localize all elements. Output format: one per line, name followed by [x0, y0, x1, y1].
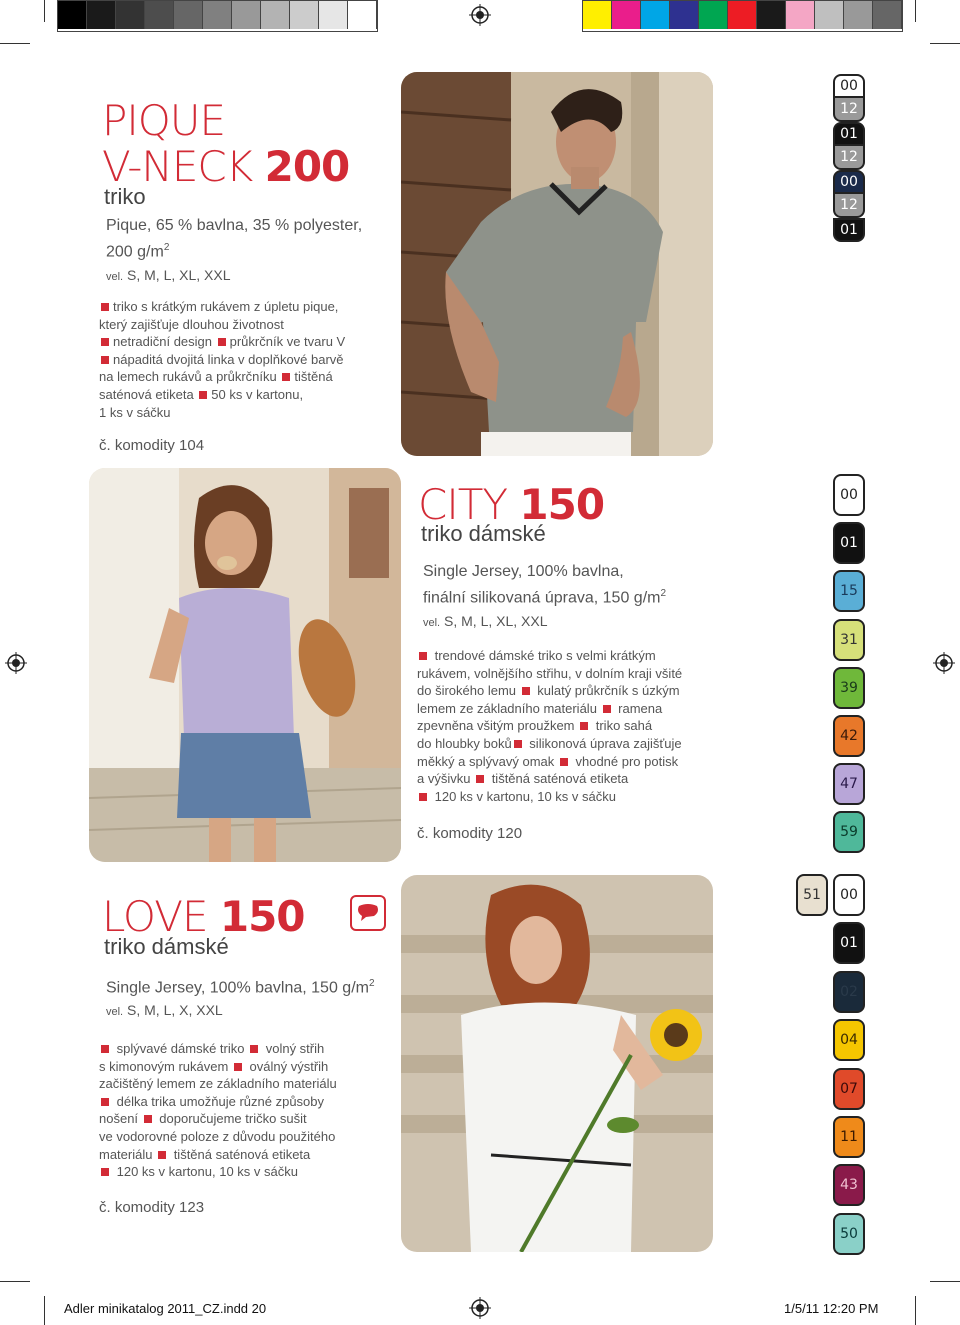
description-text: oválný výstřih [245, 1058, 329, 1074]
commodity-code: č. komodity 104 [99, 437, 205, 454]
product-description [417, 647, 717, 805]
description-text: tištěná saténová etiketa [488, 771, 629, 787]
size-list: vel. S, M, L, X, XXL [106, 1002, 223, 1018]
calibration-swatch [319, 1, 348, 29]
calibration-swatch [641, 1, 670, 29]
color-swatch[interactable]: 11 [833, 1116, 865, 1158]
product-description [99, 298, 399, 421]
material-spec: Pique, 65 % bavlna, 35 % polyester, 200 $g/m^2$ [106, 217, 363, 261]
bullet-icon [199, 391, 207, 399]
description-text: trendové dámské triko s velmi krátkým [431, 648, 656, 663]
registration-mark-icon [469, 4, 491, 26]
bullet-icon [101, 1168, 109, 1176]
description-text: na lemech rukávů a průkrčníku [99, 369, 281, 385]
description-text: 120 ks v kartonu, 10 ks v sáčku [431, 788, 616, 804]
product-subtitle: triko dámské [421, 521, 546, 546]
crop-mark [44, 0, 45, 22]
calibration-swatch [58, 1, 87, 29]
bullet-icon [234, 1063, 242, 1071]
bullet-icon [560, 758, 568, 766]
description-text: triko s krátkým rukávem z úpletu pique, [113, 299, 339, 314]
calibration-swatch [174, 1, 203, 29]
bullet-icon [603, 705, 611, 713]
description-text: začištěný lemem ze základního materiálu [99, 1076, 337, 1092]
description-text: silikonová úprava zajišťuje [525, 735, 682, 751]
color-swatch[interactable]: 50 [833, 1213, 865, 1255]
description-text: ve vodorovné poloze z důvodu použitého [99, 1128, 336, 1144]
crop-mark [0, 1281, 30, 1282]
bullet-icon [101, 303, 109, 311]
crop-mark [44, 1296, 45, 1325]
crop-mark [930, 43, 960, 44]
bullet-icon [101, 1098, 109, 1106]
color-swatch[interactable]: 43 [833, 1164, 865, 1206]
color-swatch[interactable]: 01 [833, 122, 865, 146]
description-text: délka trika umožňuje různé způsoby [113, 1093, 325, 1109]
bullet-icon [101, 1045, 109, 1053]
calibration-swatch [583, 1, 612, 29]
calibration-swatch [844, 1, 873, 29]
color-swatch[interactable]: 00 [833, 74, 865, 98]
description-text: měkký a splývavý omak [417, 753, 558, 769]
bullet-icon [419, 793, 427, 801]
color-swatch[interactable]: 15 [833, 570, 865, 612]
color-swatch-column [833, 74, 865, 242]
calibration-swatch [612, 1, 641, 29]
product-photo-man [401, 72, 713, 456]
calibration-swatch [670, 1, 699, 29]
description-text: nošení [99, 1111, 142, 1127]
color-swatch[interactable]: 07 [833, 1068, 865, 1110]
calibration-swatch [786, 1, 815, 29]
description-text: vhodné pro potisk [571, 753, 679, 769]
bullet-icon [158, 1151, 166, 1159]
description-text: 120 ks v kartonu, 10 ks v sáčku [113, 1164, 298, 1180]
product-photo-woman-sunflower [401, 875, 713, 1252]
product-title: CITY 150 [418, 480, 605, 529]
bullet-icon [282, 373, 290, 381]
bullet-icon [218, 338, 226, 346]
calibration-swatch [757, 1, 786, 29]
description-text: tištěná [294, 369, 333, 385]
color-swatch[interactable]: 02 [833, 971, 865, 1013]
crop-mark [915, 0, 916, 22]
description-text: lemem ze základního materiálu [417, 700, 601, 716]
calibration-swatch [203, 1, 232, 29]
description-text: s kimonovým rukávem [99, 1058, 232, 1074]
color-swatch[interactable]: 00 [833, 874, 865, 916]
calibration-swatch [261, 1, 290, 29]
product-title: LOVE 150 [102, 892, 305, 941]
description-text: 50 ks v kartonu, [211, 386, 304, 402]
size-list: vel. S, M, L, XL, XXL [423, 613, 548, 629]
description-text: a výšivku [417, 771, 475, 787]
color-swatch[interactable]: 12 [833, 146, 865, 170]
description-text: netradiční design [113, 334, 216, 350]
crop-mark [0, 43, 30, 44]
product-title: PIQUE V-NECK 200 [102, 96, 350, 191]
product-description [99, 1040, 399, 1181]
size-list: vel. S, M, L, XL, XXL [106, 267, 231, 283]
registration-mark-icon [5, 652, 27, 674]
color-swatch[interactable]: 47 [833, 763, 865, 805]
description-text: 1 ks v sáčku [99, 404, 171, 420]
color-calibration-strip [582, 0, 903, 32]
description-text: triko sahá [592, 718, 653, 734]
description-text: volný střih [262, 1041, 325, 1056]
bullet-icon [476, 775, 484, 783]
color-swatch[interactable]: 51 [796, 874, 828, 916]
description-text: kulatý průkrčník s úzkým [533, 683, 680, 699]
color-swatch[interactable]: 00 [833, 170, 865, 194]
description-text: který zajišťuje dlouhou životnost [99, 316, 284, 332]
bullet-icon [101, 338, 109, 346]
crop-mark [915, 1296, 916, 1325]
color-swatch[interactable]: 00 [833, 474, 865, 516]
description-text: ramena [614, 700, 663, 716]
color-swatch[interactable]: 12 [833, 194, 865, 218]
color-swatch[interactable]: 42 [833, 715, 865, 757]
description-text: do hloubky boků [417, 735, 512, 751]
calibration-swatch [699, 1, 728, 29]
crop-mark [930, 1281, 960, 1282]
footer-file-info: Adler minikatalog 2011_CZ.indd 20 [64, 1301, 267, 1316]
color-swatch[interactable]: 04 [833, 1019, 865, 1061]
bullet-icon [419, 652, 427, 660]
description-text: materiálu [99, 1146, 157, 1162]
color-swatch[interactable]: 39 [833, 667, 865, 709]
calibration-swatch [348, 1, 377, 29]
description-text: splývavé dámské triko [113, 1041, 249, 1056]
product-subtitle: triko [104, 184, 146, 209]
gray-calibration-strip [57, 0, 378, 32]
description-text: do širokého lemu [417, 683, 520, 699]
product-photo-woman-bread [89, 468, 401, 862]
bullet-icon [580, 722, 588, 730]
color-swatch[interactable]: 01 [833, 922, 865, 964]
color-swatch[interactable]: 59 [833, 811, 865, 853]
description-text: doporučujeme tričko sušit [155, 1111, 307, 1127]
commodity-code: č. komodity 123 [99, 1199, 205, 1216]
bullet-icon [101, 356, 109, 364]
calibration-swatch [116, 1, 145, 29]
bullet-icon [514, 740, 522, 748]
calibration-swatch [815, 1, 844, 29]
calibration-swatch [290, 1, 319, 29]
material-spec: Single Jersey, 100% bavlna, finální silikovaná úprava, 150 $g/m^2$ [423, 563, 667, 607]
bullet-icon [144, 1115, 152, 1123]
calibration-swatch [728, 1, 757, 29]
description-text: průkrčník ve tvaru V [229, 334, 346, 350]
registration-mark-icon [933, 652, 955, 674]
calibration-swatch [87, 1, 116, 29]
footer-date: 1/5/11 12:20 PM [784, 1301, 879, 1316]
color-swatch[interactable]: 01 [833, 522, 865, 564]
description-text: saténová etiketa [99, 386, 198, 402]
calibration-swatch [145, 1, 174, 29]
description-text: zpevněna všitým proužkem [417, 718, 579, 734]
product-subtitle: triko dámské [104, 934, 229, 959]
description-text: rukávem, volnějšího střihu, v dolním kraji všité [417, 665, 683, 681]
description-text: nápaditá dvojitá linka v doplňkové barvě [113, 351, 344, 367]
color-swatch[interactable]: 31 [833, 619, 865, 661]
calibration-swatch [873, 1, 902, 29]
color-swatch[interactable]: 12 [833, 98, 865, 122]
material-spec: Single Jersey, 100% bavlna, 150 $g/m^2$ [106, 978, 375, 997]
bullet-icon [250, 1045, 258, 1053]
commodity-code: č. komodity 120 [417, 825, 523, 842]
description-text: tištěná saténová etiketa [170, 1146, 311, 1162]
color-swatch[interactable]: 01 [833, 218, 865, 242]
registration-mark-icon [469, 1297, 491, 1319]
calibration-swatch [232, 1, 261, 29]
bullet-icon [522, 687, 530, 695]
love-badge-icon [350, 895, 386, 931]
